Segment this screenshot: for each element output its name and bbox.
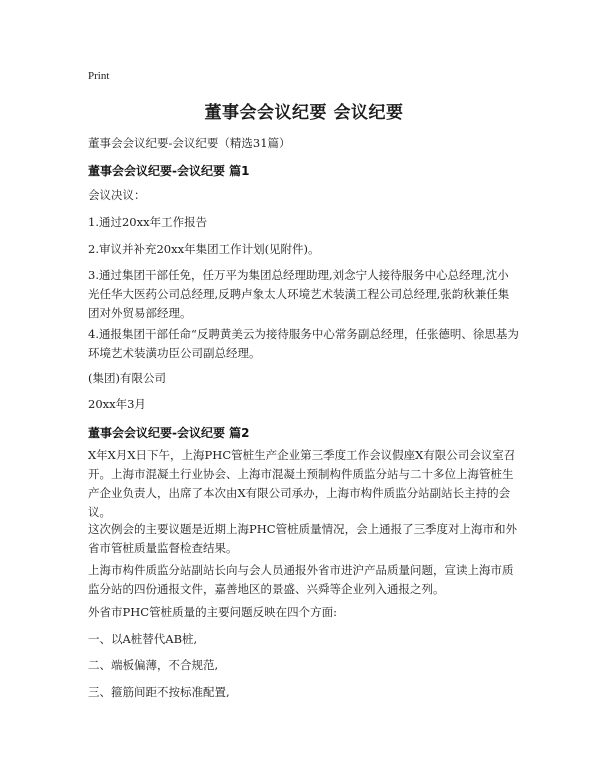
paragraph: 外省市PHC管桩质量的主要问题反映在四个方面: xyxy=(88,605,337,619)
document-subtitle: 董事会会议纪要-会议纪要（精选31篇） xyxy=(88,136,291,150)
paragraph: 上海市构件质监分站副站长向与会人员通报外省市进沪产品质量问题，宣读上海市质监分站的四份通报文件，嘉善地区的景盛、兴舜等企业列入通报之列。 xyxy=(88,563,514,596)
section-heading-1: 董事会会议纪要-会议纪要 篇1 xyxy=(88,164,250,178)
paragraph: 3.通过集团干部任免，任万平为集团总经理助理,刘念宁人接待服务中心总经理,沈小光任华大医药公司总经理,反聘卢象太人环境艺术装潢工程公司总经理,张韵秋兼任集团对外贸易部经理。 xyxy=(88,268,510,320)
paragraph: 20xx年3月 xyxy=(88,397,146,411)
paragraph: 1.通过20xx年工作报告 xyxy=(88,215,208,229)
paragraph: 4.通报集团干部任命“反聘黄美云为接待服务中心常务副总经理，任张德明、徐思基为环境艺术装潢功臣公司副总经理。 xyxy=(88,327,519,360)
list-item: 二、端板偏薄，不合规范, xyxy=(88,658,219,672)
paragraph: 会议决议： xyxy=(88,188,146,202)
paragraph: X年X月X日下午，上海PHC管桩生产企业第三季度工作会议假座X有限公司会议室召开。上海市混凝土行业协会、上海市混凝土预制构件质监分站与二十多位上海管桩生产企业负责人，出席了本次由X有限公司承办，上海市构件质监分站副站长主持的会议。 xyxy=(88,448,516,519)
list-item: 三、箍筋间距不按标准配置, xyxy=(88,685,230,699)
page-title: 董事会会议纪要 会议纪要 xyxy=(204,103,404,123)
section-heading-2: 董事会会议纪要-会议纪要 篇2 xyxy=(88,426,250,440)
paragraph: (集团)有限公司 xyxy=(88,371,166,385)
paragraph: 这次例会的主要议题是近期上海PHC管桩质量情况，会上通报了三季度对上海市和外省市管桩质量监督检查结果。 xyxy=(88,522,518,555)
print-link[interactable]: Print xyxy=(88,70,110,82)
list-item: 一、以A桩替代AB桩, xyxy=(88,632,198,646)
paragraph: 2.审议并补充20xx年集团工作计划(见附件)。 xyxy=(88,242,320,256)
